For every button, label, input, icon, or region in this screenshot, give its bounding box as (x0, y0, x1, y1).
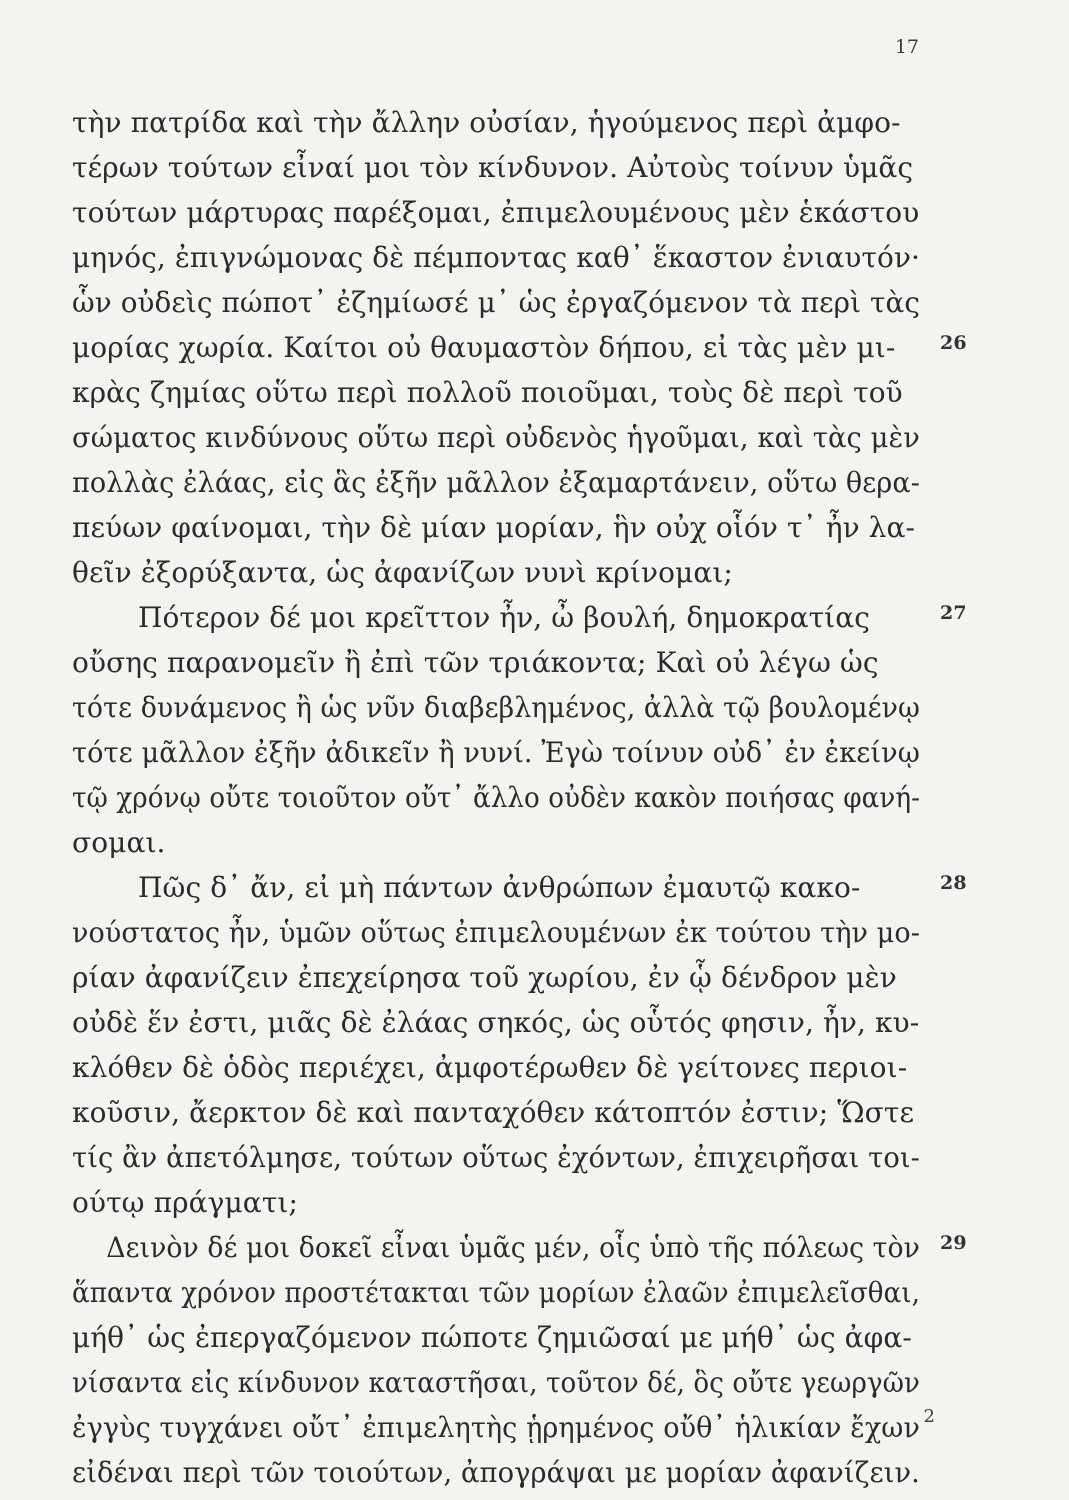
line-text: πεύων φαίνομαι, τὴν δὲ μίαν μορίαν, ἣν οὐχ οἷόν τ᾽ ἦν λα- (72, 511, 916, 544)
text-line (72, 1405, 932, 1450)
section-number: 27 (940, 602, 967, 624)
line-text: σομαι. (72, 826, 166, 859)
greek-text-body (72, 100, 967, 1495)
text-line (72, 865, 967, 910)
text-line (72, 595, 967, 640)
line-text: τὴν πατρίδα καὶ τὴν ἄλλην οὐσίαν, ἡγούμενος περὶ ἀμφο- (72, 106, 901, 139)
text-line (72, 100, 932, 145)
line-text: πολλὰς ἐλάας, εἰς ἃς ἐξῆν μᾶλλον ἐξαμαρτάνειν, οὕτω θερα- (72, 466, 921, 499)
text-line (72, 1315, 932, 1360)
line-text: κλόθεν δὲ ὁδὸς περιέχει, ἀμφοτέρωθεν δὲ γείτονες περιοι- (72, 1051, 908, 1084)
text-line (72, 235, 932, 280)
text-line (72, 775, 932, 820)
text-line (72, 1270, 932, 1315)
line-text: τότε δυνάμενος ἢ ὡς νῦν διαβεβλημένος, ἀλλὰ τῷ βουλομένῳ (72, 691, 921, 724)
line-text: μορίας χωρία. Καίτοι οὐ θαυμαστὸν δήπου, εἰ τὰς μὲν μι- (72, 331, 896, 364)
text-line (72, 1045, 932, 1090)
section-number: 28 (940, 872, 967, 894)
line-text: ρίαν ἀφανίζειν ἐπεχείρησα τοῦ χωρίου, ἐν ᾧ δένδρον μὲν (72, 961, 897, 994)
line-text: σώματος κινδύνους οὕτω περὶ οὐδενὸς ἡγοῦμαι, καὶ τὰς μὲν (72, 421, 920, 454)
line-text: οὐδὲ ἕν ἐστι, μιᾶς δὲ ἐλάας σηκός, ὡς οὗτός φησιν, ἦν, κυ- (72, 1006, 920, 1039)
text-line (72, 415, 932, 460)
line-text: ὧν οὐδεὶς πώποτ᾽ ἐζημίωσέ μ᾽ ὡς ἐργαζόμενον τὰ περὶ τὰς (72, 286, 921, 319)
text-line (72, 505, 932, 550)
text-line (72, 460, 932, 505)
text-line (72, 550, 932, 595)
line-text: ἐγγὺς τυγχάνει οὔτ᾽ ἐπιμελητὴς ᾑρημένος οὔθ᾽ ἡλικίαν ἔχων (72, 1411, 920, 1444)
line-text: θεῖν ἐξορύξαντα, ὡς ἀφανίζων νυνὶ κρίνομαι; (72, 556, 733, 589)
line-text: ούτῳ πράγματι; (72, 1186, 299, 1219)
text-line (72, 640, 932, 685)
text-line (72, 1135, 932, 1180)
text-line (72, 820, 932, 865)
text-line (72, 685, 932, 730)
line-text: νίσαντα εἰς κίνδυνον καταστῆσαι, τοῦτον δέ, ὃς οὔτε γεωργῶν (72, 1366, 921, 1399)
section-number: 26 (940, 332, 967, 354)
text-line (72, 1090, 932, 1135)
text-line (72, 1360, 932, 1405)
text-line (72, 1000, 932, 1045)
line-text: νούστατος ἦν, ὑμῶν οὕτως ἐπιμελουμένων ἐκ τούτου τὴν μο- (72, 916, 920, 949)
text-line (72, 280, 932, 325)
line-text: εἰδέναι περὶ τῶν τοιούτων, ἀπογράψαι με μορίαν ἀφανίζειν. (72, 1456, 920, 1489)
line-text: Δεινὸν δέ μοι δοκεῖ εἶναι ὑμᾶς μέν, οἷς ὑπὸ τῆς πόλεως τὸν (106, 1231, 920, 1264)
line-text: τίς ἂν ἀπετόλμησε, τούτων οὕτως ἐχόντων, ἐπιχειρῆσαι τοι- (72, 1141, 920, 1174)
line-text: τούτων μάρτυρας παρέξομαι, ἐπιμελουμένους μὲν ἑκάστου (72, 196, 920, 229)
text-line (72, 145, 932, 190)
line-text: κρὰς ζημίας οὕτω περὶ πολλοῦ ποιοῦμαι, τοὺς δὲ περὶ τοῦ (72, 376, 903, 409)
line-text: ἅπαντα χρόνον προστέτακται τῶν μορίων ἐλαῶν ἐπιμελεῖσθαι, (72, 1276, 920, 1309)
line-text: τῷ χρόνῳ οὔτε τοιοῦτον οὔτ᾽ ἄλλο οὐδὲν κακὸν ποιήσας φανή- (72, 781, 920, 814)
line-text: Πῶς δ᾽ ἄν, εἰ μὴ πάντων ἀνθρώπων ἐμαυτῷ κακο- (138, 871, 861, 904)
line-text: Πότερον δέ μοι κρεῖττον ἦν, ὦ βουλή, δημοκρατίας (138, 601, 871, 634)
page-number: 17 (894, 36, 919, 58)
line-text: τέρων τούτων εἶναί μοι τὸν κίνδυνον. Αὐτοὺς τοίνυν ὑμᾶς (72, 151, 914, 184)
text-line (72, 955, 932, 1000)
text-line (72, 1180, 932, 1225)
text-line (72, 1225, 967, 1270)
text-line (72, 1450, 932, 1495)
text-line (72, 910, 932, 955)
text-line (72, 190, 932, 235)
line-text: τότε μᾶλλον ἐξῆν ἀδικεῖν ἢ νυνί. Ἐγὼ τοίνυν οὐδ᾽ ἐν ἐκείνῳ (72, 736, 920, 769)
line-text: κοῦσιν, ἄερκτον δὲ καὶ πανταχόθεν κάτοπτόν ἐστιν; Ὥστε (72, 1096, 915, 1129)
text-line (72, 325, 967, 370)
line-text: οὔσης παρανομεῖν ἢ ἐπὶ τῶν τριάκοντα; Καὶ οὐ λέγω ὡς (72, 646, 879, 679)
text-line (72, 370, 932, 415)
line-text: μήθ᾽ ὡς ἐπεργαζόμενον πώποτε ζημιῶσαί με μήθ᾽ ὡς ἀφα- (72, 1321, 912, 1354)
text-line (72, 730, 932, 775)
section-number: 29 (940, 1232, 967, 1254)
signature-mark: 2 (923, 1406, 935, 1427)
line-text: μηνός, ἐπιγνώμονας δὲ πέμποντας καθ᾽ ἕκαστον ἐνιαυτόν· (72, 241, 921, 274)
